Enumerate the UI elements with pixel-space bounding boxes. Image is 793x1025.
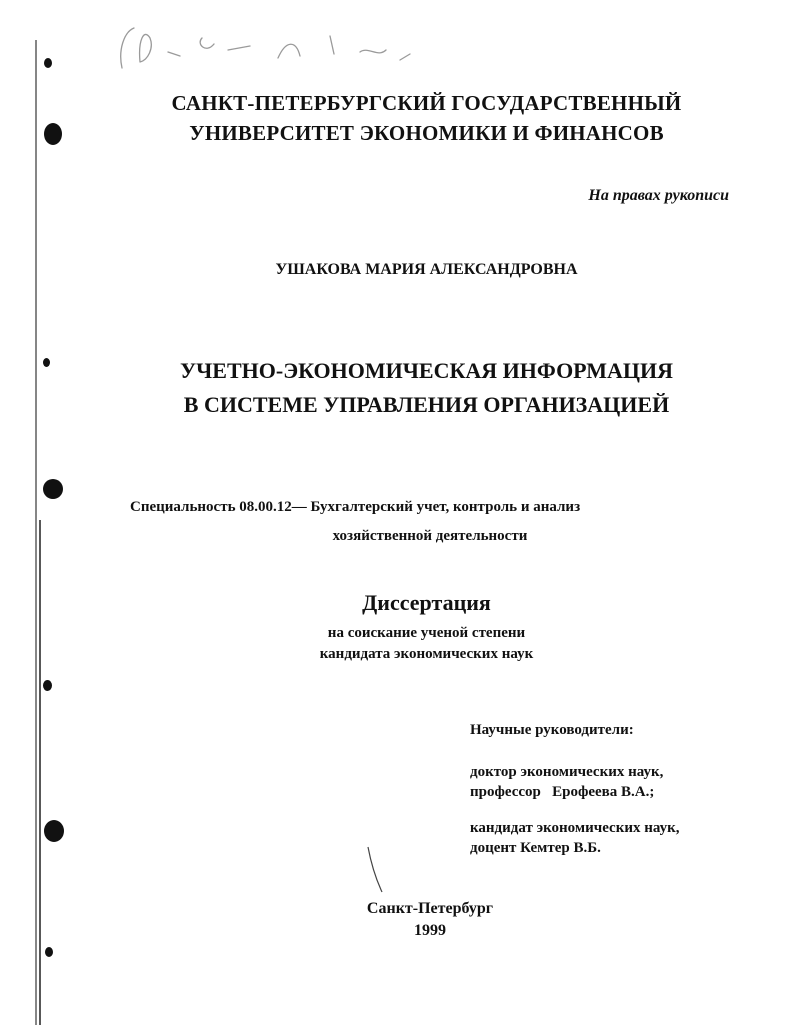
specialty-line-2: хозяйственной деятельности bbox=[332, 528, 528, 544]
supervisor-1-name: профессор Ерофеева В.А.; bbox=[470, 784, 655, 800]
degree-line-2: кандидата экономических наук bbox=[319, 646, 534, 662]
punch-hole-mark bbox=[44, 820, 64, 842]
pencil-stroke-mark bbox=[365, 845, 385, 895]
university-name bbox=[60, 88, 793, 148]
punch-hole-mark bbox=[43, 479, 63, 499]
binding-edge-shadow bbox=[39, 520, 41, 1025]
supervisor-2-name: доцент Кемтер В.Б. bbox=[470, 840, 601, 856]
dissertation-title-line-1: УЧЕТНО-ЭКОНОМИЧЕСКАЯ ИНФОРМАЦИЯ bbox=[180, 358, 673, 383]
punch-hole-mark bbox=[43, 680, 52, 691]
place-and-year bbox=[360, 898, 500, 942]
dissertation-title-line-2: В СИСТЕМЕ УПРАВЛЕНИЯ ОРГАНИЗАЦИЕЙ bbox=[183, 392, 670, 417]
supervisors-block bbox=[470, 720, 680, 858]
university-name-line-2: УНИВЕРСИТЕТ ЭКОНОМИКИ И ФИНАНСОВ bbox=[189, 121, 664, 145]
supervisor-1-degree: доктор экономических наук, bbox=[470, 764, 664, 780]
place: Санкт-Петербург bbox=[366, 900, 494, 917]
year: 1999 bbox=[414, 922, 446, 939]
degree-line-1: на соискание ученой степени bbox=[327, 625, 526, 641]
punch-hole-mark bbox=[45, 947, 53, 957]
author-name: УШАКОВА МАРИЯ АЛЕКСАНДРОВНА bbox=[275, 261, 578, 278]
punch-hole-mark bbox=[44, 58, 52, 68]
supervisor-2-degree: кандидат экономических наук, bbox=[470, 820, 680, 836]
supervisors-heading: Научные руководители: bbox=[470, 722, 634, 738]
university-name-line-1: САНКТ-ПЕТЕРБУРГСКИЙ ГОСУДАРСТВЕННЫЙ bbox=[171, 91, 682, 115]
punch-hole-mark bbox=[43, 358, 50, 367]
degree-statement bbox=[60, 623, 793, 665]
dissertation-title bbox=[60, 354, 793, 422]
pencil-scribble-mark bbox=[110, 10, 430, 80]
specialty-line-1: Специальность 08.00.12— Бухгалтерский учет, контроль и анализ bbox=[130, 499, 581, 515]
manuscript-rights-note: На правах рукописи bbox=[588, 187, 729, 204]
work-type-heading: Диссертация bbox=[362, 590, 491, 615]
